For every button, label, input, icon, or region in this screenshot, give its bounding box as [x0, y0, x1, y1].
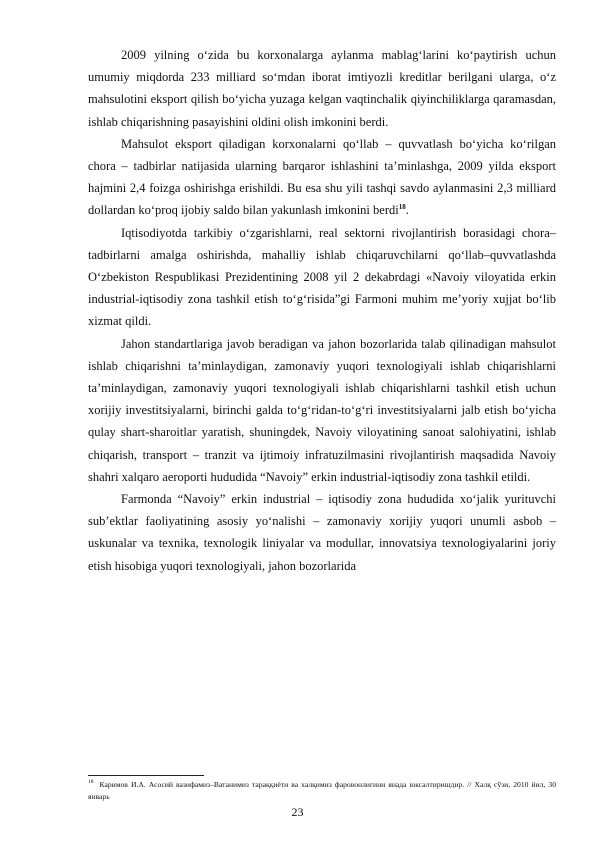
page-number: 23	[291, 805, 304, 819]
paragraph-1: 2009 yilning o‘zida bu korxonalarga aylanma mablag‘larini ko‘paytirish uchun umumiy miqdorda 233 milliard so‘mdan iborat imtiyozli kreditlar berilgani ularga, o‘z mahsulotini eksport qilish bo‘yicha yuzaga kelgan vaqtinchalik qiyinchiliklarga qaramasdan, ishlab chiqarishning pasayishini oldini olish imkonini berdi.	[88, 48, 556, 129]
footnote-number: 18	[88, 779, 94, 786]
paragraph-4: Jahon standartlariga javob beradigan va jahon bozorlarida talab qilinadigan mahsulot ishlab chiqarishni ta’minlaydigan, zamonaviy yuqori texnologiyali ishlab chiqarishlarni ta’minlaydigan, zamonaviy yuqori texnologiyali ishlab chiqarishlarni tashkil etish uchun xorijiy investitsiyalarni, birinchi galda to‘g‘ridan-to‘g‘ri investitsiyalarni jalb etish bo‘yicha qulay shart-sharoitlar yaratish, shuningdek, Navoiy viloyatining sanoat salohiyatini, ishlab chiqarish, transport – tranzit va ijtimoiy infratuzilmasini rivojlantirish maqsadida Navoiy shahri xalqaro aeroporti hududida “Navoiy” erkin industrial-iqtisodiy zona tashkil etildi.	[88, 336, 556, 484]
body-text	[88, 44, 556, 577]
paragraph-2-text: Mahsulot eksport qiladigan korxonalarni qo‘llab – quvvatlash bo‘yicha ko‘rilgan chora – tadbirlar natijasida ularning barqaror ishlashini ta’minlashga, 2009 yilda eksport hajmini 2,4 foizga oshirishga erishildi. Bu esa shu yili tashqi savdo aylanmasini 2,3 milliard dollardan ko‘proq ijobiy saldo bilan yakunlash imkonini berdi	[88, 136, 556, 218]
paragraph-2-tail: .	[405, 203, 409, 218]
paragraph-2	[88, 133, 556, 222]
footnote-divider	[88, 775, 204, 776]
footnote	[88, 779, 556, 803]
paragraph-5: Farmonda “Navoiy” erkin industrial – iqtisodiy zona hududida xo‘jalik yurituvchi sub’ektlar faoliyatining asosiy yo‘nalishi – zamonaviy xorijiy yuqori unumli asbob – uskunalar va texnika, texnologik liniyalar va modullar, innovatsiya texnologiyalarini joriy etish hisobiga yuqori texnologiyali, jahon bozorlarida	[88, 492, 556, 573]
paragraph-3: Iqtisodiyotda tarkibiy o‘zgarishlarni, real sektorni rivojlantirish borasidagi chora–tadbirlarni amalga oshirishda, mahalliy ishlab chiqaruvchilarni qo‘llab–quvvatlashda O‘zbekiston Respublikasi Prezidentining 2008 yil 2 dekabrdagi «Navoiy viloyatida erkin industrial-iqtisodiy zona tashkil etish to‘g‘risida”gi Farmoni muhim me’yoriy xujjat bo‘lib xizmat qildi.	[88, 225, 556, 329]
footnote-reference[interactable]: 18	[398, 203, 406, 212]
footnote-text: Каримов И.А. Асосий вазифамиз–Ватанимиз тараққиёти ва халқимиз фаровонлигини янада юксалтиришдир. // Халқ сўзи, 2010 йил, 30 январь	[88, 780, 556, 801]
